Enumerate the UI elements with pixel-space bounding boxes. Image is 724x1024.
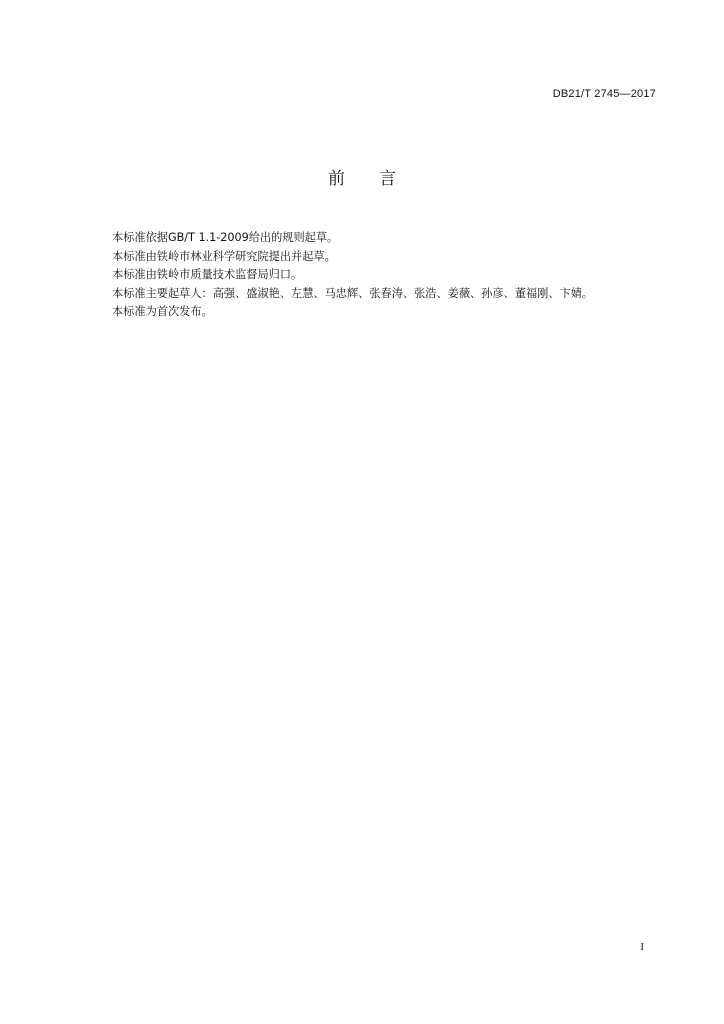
page-number: I [640, 941, 644, 953]
paragraph-first-release: 本标准为首次发布。 [112, 305, 213, 319]
standard-code: DB21/T 2745—2017 [552, 88, 656, 100]
paragraph-proposer: 本标准由铁岭市林业科学研究院提出并起草。 [112, 249, 336, 263]
foreword-body [112, 229, 672, 322]
page-title: 前 言 [328, 169, 396, 189]
paragraph-centralized-unit: 本标准由铁岭市质量技术监督局归口。 [112, 268, 303, 282]
paragraph-drafting-rules: 本标准依据GB/T 1.1-2009给出的规则起草。 [112, 231, 339, 244]
paragraph-drafters: 本标准主要起草人：高强、盛淑艳、左慧、马忠辉、张春涛、张浩、姜薇、孙彦、董福刚、卞婧。 [112, 286, 594, 300]
